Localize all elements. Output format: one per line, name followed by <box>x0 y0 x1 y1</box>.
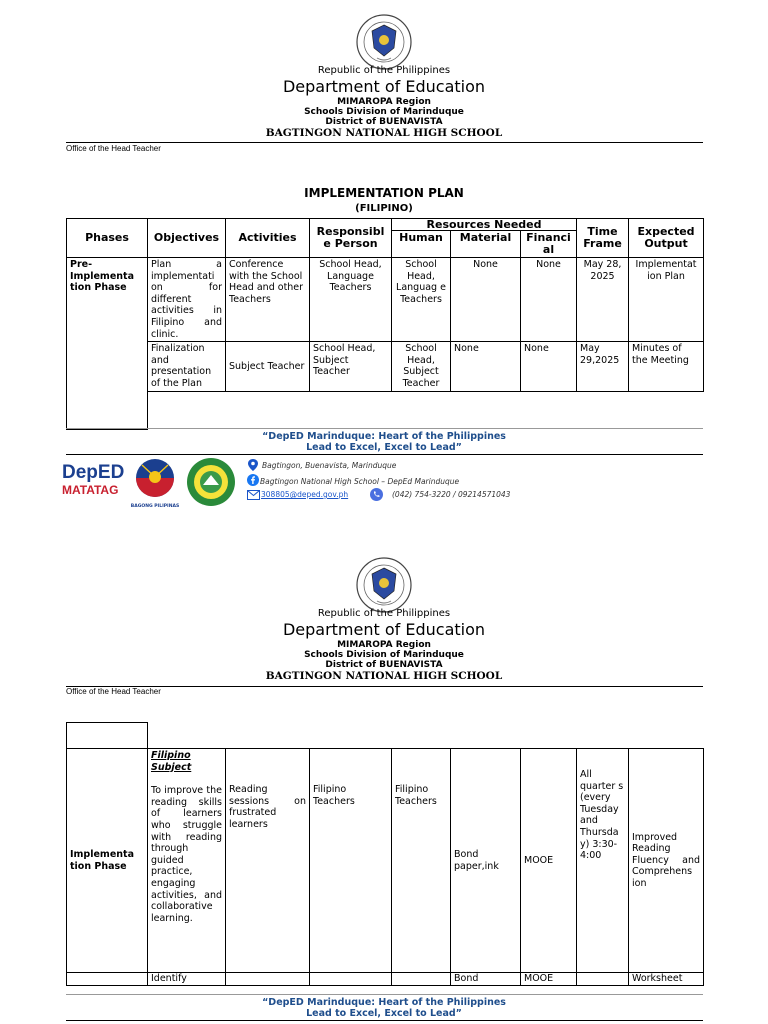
material-cell: Bond <box>451 973 521 986</box>
objectives-text: To improve the reading skills of learners who struggle with reading through guided practice, engaging activities, and collaborative learning. <box>151 785 222 924</box>
plan-subtitle: (FILIPINO) <box>355 203 413 214</box>
implementation-table-page1 <box>66 218 704 430</box>
department-title: Department of Education <box>282 620 486 639</box>
republic-label: Republic of the Philippines <box>317 608 451 619</box>
output-cell: Minutes of the Meeting <box>629 342 704 391</box>
phone-text: (042) 754-3220 / 09214571043 <box>392 490 511 499</box>
header-divider <box>66 686 703 687</box>
col-phases: Phases <box>67 219 148 258</box>
department-title: Department of Education <box>282 77 486 96</box>
activities-cell <box>226 973 310 986</box>
time-frame-cell: All quarter s (every Tuesday and Thursda y) 3:30-4:00 <box>577 749 629 973</box>
subject-heading: Filipino Subject <box>151 750 192 773</box>
email-link[interactable]: 308805@deped.gov.ph <box>261 490 349 499</box>
table-row <box>67 342 704 391</box>
division-label: Schools Division of Marinduque <box>304 107 464 117</box>
table-row <box>67 391 704 429</box>
phase-cell <box>67 973 148 986</box>
output-cell: Improved Reading Fluency and Comprehens ion <box>629 749 704 973</box>
table-row <box>67 749 704 973</box>
responsible-cell: School Head, Language Teachers <box>310 258 392 342</box>
objectives-cell: Plan a implementati on for different activities in Filipino and clinic. <box>148 258 226 342</box>
region-label: MIMAROPA Region <box>337 640 431 650</box>
human-cell <box>392 973 451 986</box>
col-responsible: Responsibl e Person <box>310 219 392 258</box>
district-label: District of BUENAVISTA <box>325 660 443 670</box>
office-label: Office of the Head Teacher <box>66 144 161 153</box>
time-frame-cell <box>577 973 629 986</box>
col-resources: Resources Needed <box>392 219 577 231</box>
col-time-frame: Time Frame <box>577 219 629 258</box>
slogan-line1: “DepED Marinduque: Heart of the Philippines <box>262 997 506 1008</box>
col-activities: Activities <box>226 219 310 258</box>
col-expected-output: Expected Output <box>629 219 704 258</box>
division-label: Schools Division of Marinduque <box>304 650 464 660</box>
plan-title: IMPLEMENTATION PLAN <box>304 186 464 200</box>
material-cell: Bond paper,ink <box>451 749 521 973</box>
footer-rule <box>66 1020 703 1021</box>
slogan-line1: “DepED Marinduque: Heart of the Philippines <box>262 431 506 442</box>
financial-cell: None <box>521 342 577 391</box>
activities-cell: Conference with the School Head and other Teachers <box>226 258 310 342</box>
slogan-line2: Lead to Excel, Excel to Lead” <box>306 1008 462 1019</box>
deped-seal-icon <box>356 14 412 70</box>
output-cell: Implementat ion Plan <box>629 258 704 342</box>
region-label: MIMAROPA Region <box>337 97 431 107</box>
school-name: BAGTINGON NATIONAL HIGH SCHOOL <box>265 127 503 139</box>
school-name: BAGTINGON NATIONAL HIGH SCHOOL <box>265 670 503 682</box>
activities-cell: Subject Teacher <box>226 342 310 391</box>
table-row <box>67 258 704 342</box>
phase-cell: Pre-Implementa tion Phase <box>67 258 148 430</box>
material-cell: None <box>451 258 521 342</box>
school-seal-icon <box>186 457 236 507</box>
human-cell: School Head, Subject Teacher <box>392 342 451 391</box>
phase-cell: Implementa tion Phase <box>67 749 148 973</box>
deped-logo-text: DepED <box>62 462 125 483</box>
responsible-cell: Filipino Teachers <box>310 749 392 973</box>
footer-rule <box>66 454 703 455</box>
office-label: Office of the Head Teacher <box>66 687 161 696</box>
slogan-line2: Lead to Excel, Excel to Lead” <box>306 442 462 453</box>
col-material: Material <box>451 231 521 258</box>
material-cell: None <box>451 342 521 391</box>
table-row <box>67 973 704 986</box>
footer-divider <box>66 428 703 429</box>
col-financial: Financi al <box>521 231 577 258</box>
facebook-text[interactable]: Bagtingon National High School – DepEd Marinduque <box>260 477 460 486</box>
continuation-cell <box>66 722 148 749</box>
time-frame-cell: May 29,2025 <box>577 342 629 391</box>
phone-icon <box>370 488 383 501</box>
activities-cell: Reading sessions on frustrated learners <box>226 749 310 973</box>
empty-cell <box>148 391 704 429</box>
email-icon <box>247 490 260 500</box>
objectives-cell: Finalization and presentation of the Plan <box>148 342 226 391</box>
bagong-pilipinas-logo <box>128 457 182 503</box>
human-cell: School Head, Languag e Teachers <box>392 258 451 342</box>
responsible-cell: School Head, Subject Teacher <box>310 342 392 391</box>
address-text: Bagtingon, Buenavista, Marinduque <box>262 461 397 470</box>
republic-label: Republic of the Philippines <box>317 65 451 76</box>
matatag-logo-text: MATATAG <box>62 483 119 497</box>
district-label: District of BUENAVISTA <box>325 117 443 127</box>
header-divider <box>66 142 703 143</box>
col-human: Human <box>392 231 451 258</box>
col-objectives: Objectives <box>148 219 226 258</box>
location-pin-icon <box>248 459 258 471</box>
financial-cell: MOOE <box>521 973 577 986</box>
responsible-cell <box>310 973 392 986</box>
objectives-cell <box>148 749 226 973</box>
time-frame-cell: May 28, 2025 <box>577 258 629 342</box>
facebook-icon[interactable] <box>247 474 259 486</box>
financial-cell: None <box>521 258 577 342</box>
implementation-table-page2 <box>66 748 704 986</box>
human-cell: Filipino Teachers <box>392 749 451 973</box>
output-cell: Worksheet <box>629 973 704 986</box>
financial-cell: MOOE <box>521 749 577 973</box>
footer-divider <box>66 994 703 995</box>
bagong-pilipinas-text: BAGONG PILIPINAS <box>130 504 180 509</box>
deped-matatag-logo <box>62 462 125 509</box>
deped-seal-icon <box>356 557 412 613</box>
objectives-cell: Identify <box>148 973 226 986</box>
